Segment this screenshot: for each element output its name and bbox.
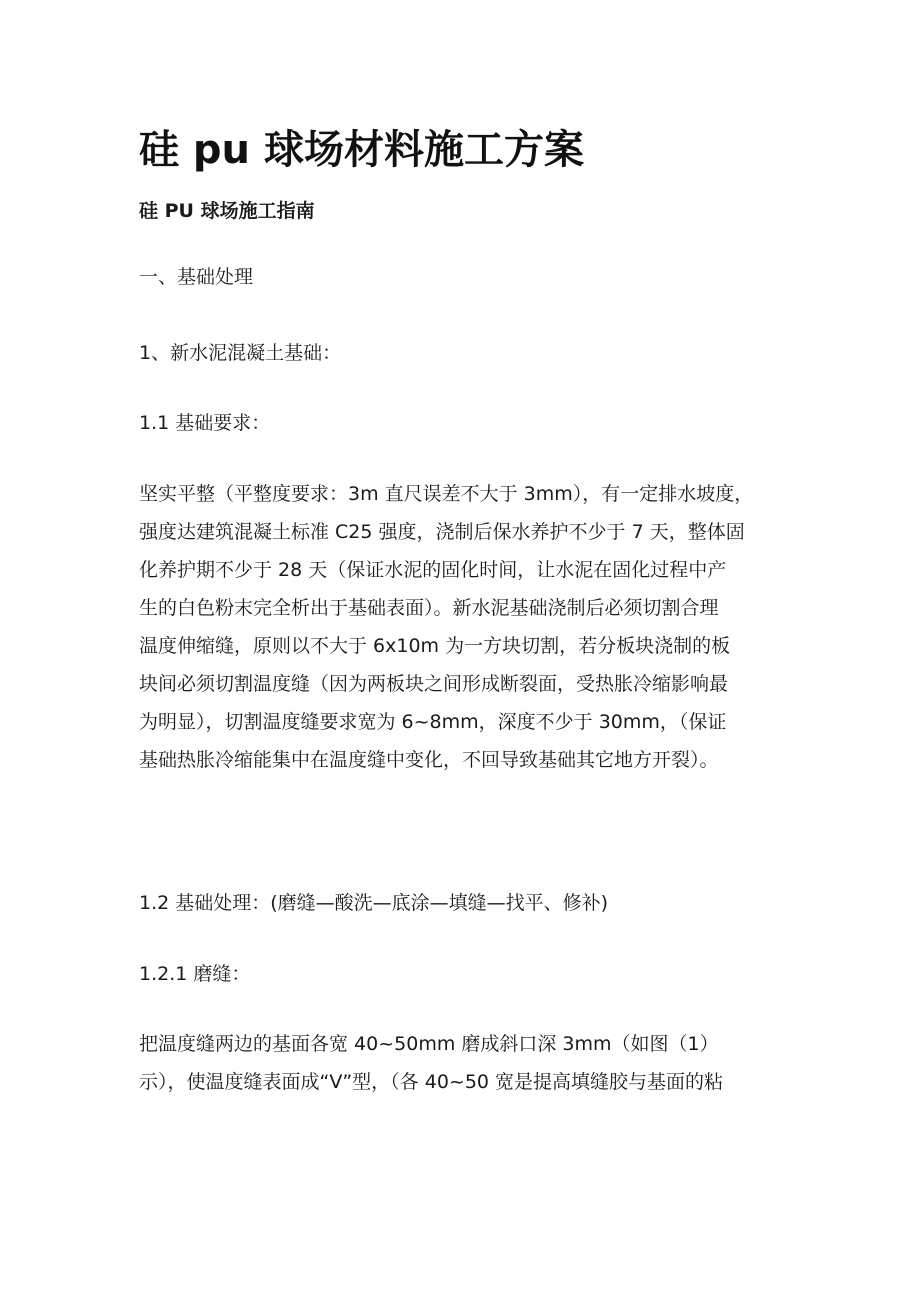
- section-heading-1-2-1: 1.2.1 磨缝：: [139, 963, 251, 985]
- section-heading-1-2: 1.2 基础处理：(磨缝—酸洗—底涂—填缝—找平、修补): [139, 892, 609, 914]
- paragraph-line: 块间必须切割温度缝（因为两板块之间形成断裂面，受热胀冷缩影响最: [139, 673, 729, 695]
- document-subtitle: 硅 PU 球场施工指南: [139, 200, 315, 222]
- document-title: 硅 pu 球场材料施工方案: [139, 127, 584, 173]
- paragraph-line: 把温度缝两边的基面各宽 40~50mm 磨成斜口深 3mm（如图（1）: [139, 1033, 719, 1055]
- paragraph-line: 基础热胀冷缩能集中在温度缝中变化，不回导致基础其它地方开裂）。: [139, 749, 719, 771]
- paragraph-foundation-requirements: [139, 475, 784, 779]
- paragraph-line: 温度伸缩缝，原则以不大于 6x10m 为一方块切割，若分板块浇制的板: [139, 635, 731, 657]
- paragraph-line: 生的白色粉末完全析出于基础表面）。新水泥基础浇制后必须切割合理: [139, 597, 719, 619]
- paragraph-line: 化养护期不少于 28 天（保证水泥的固化时间，让水泥在固化过程中产: [139, 559, 727, 581]
- paragraph-line: 示），使温度缝表面成“V”型，（各 40~50 宽是提高填缝胶与基面的粘: [139, 1071, 724, 1093]
- section-heading-1-1-1: 1.1 基础要求：: [139, 412, 271, 434]
- paragraph-line: 强度达建筑混凝土标准 C25 强度，浇制后保水养护不少于 7 天，整体固: [139, 521, 745, 543]
- section-heading-1: 一、基础处理: [139, 266, 254, 288]
- paragraph-grinding: [139, 1025, 784, 1101]
- paragraph-line: 坚实平整（平整度要求：3m 直尺误差不大于 3mm），有一定排水坡度，: [139, 483, 754, 505]
- section-heading-1-1: 1、新水泥混凝土基础：: [139, 342, 342, 364]
- paragraph-line: 为明显），切割温度缝要求宽为 6~8mm，深度不少于 30mm，（保证: [139, 711, 727, 733]
